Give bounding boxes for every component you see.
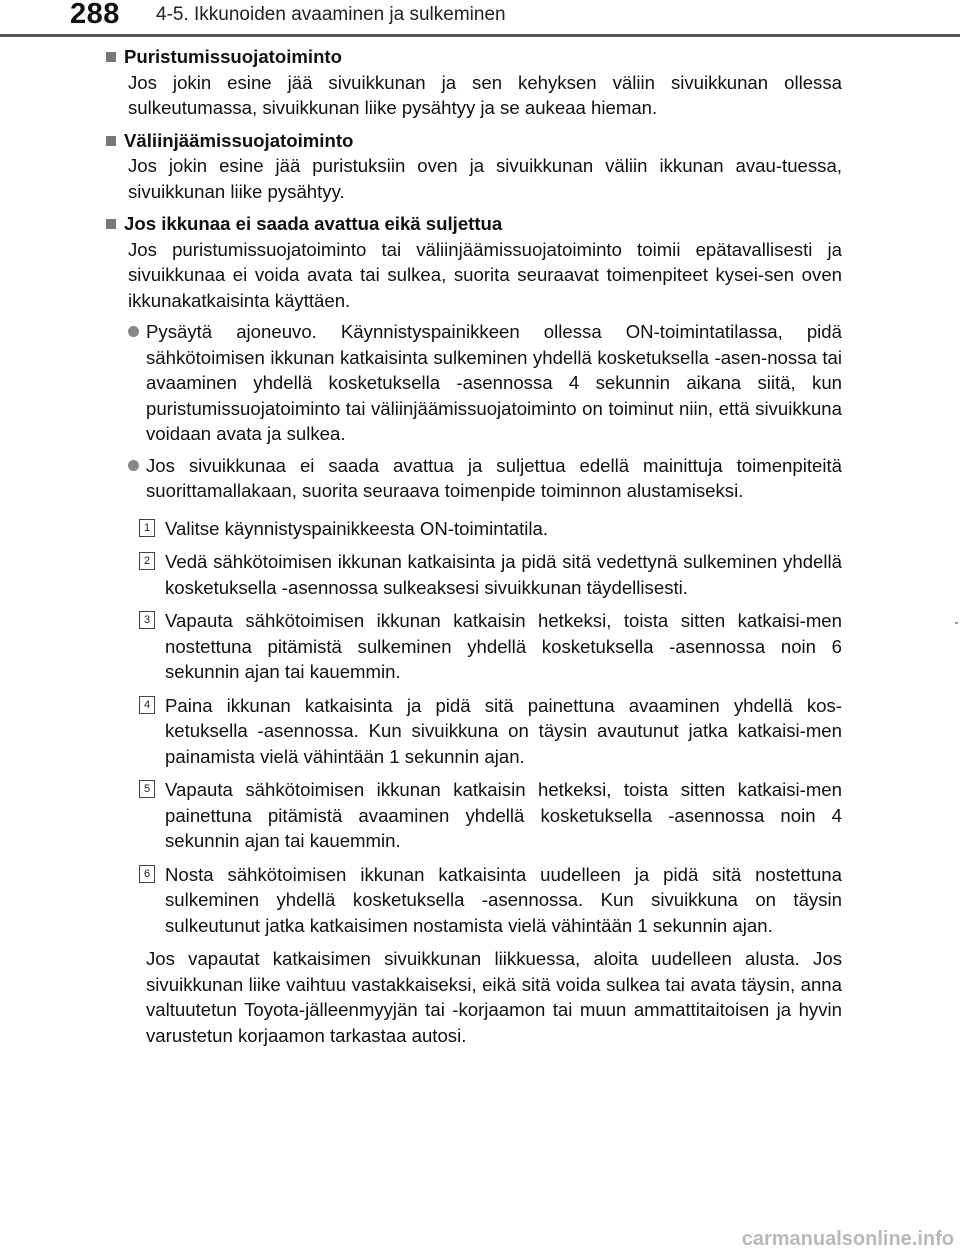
step-number-box: 1 [139,519,155,537]
step-text: Vapauta sähkötoimisen ikkunan katkaisin hetkeksi, toista sitten katkaisi-men painettuna pitämistä avaaminen yhdellä kosketuksella -asennossa noin 4 sekunnin ajan tai kauemmin. [165,779,842,851]
step-item [139,777,842,854]
section-paragraph: Jos puristumissuojatoiminto tai väliinjäämissuojatoiminto toimii epätavallisesti ja sivuikkunaa ei voida avata tai sulkea, suorita seuraavat toimenpiteet kysei-sen oven ikkunakatkaisinta käyttäen. [128,238,842,311]
step-item [139,693,842,770]
square-bullet-icon [106,136,116,146]
margin-tick [955,622,958,624]
page-content [110,44,842,1055]
section-heading [106,128,842,154]
step-list [139,516,842,939]
round-bullet-icon [128,460,139,471]
header-divider [0,34,960,37]
square-bullet-icon [106,219,116,229]
section-window-not-operating [110,211,842,1048]
step-number-box: 5 [139,780,155,798]
step-number-box: 3 [139,611,155,629]
bullet-text: Jos sivuikkunaa ei saada avattua ja suljettua edellä mainittuja toimenpiteitä suorittamallakaan, suorita seuraava toimenpide toiminnon alustamiseksi. [146,454,842,501]
step-text: Valitse käynnistyspainikkeesta ON-toimintatila. [165,517,549,539]
page-header [0,0,960,38]
square-bullet-icon [106,52,116,62]
step-item [139,516,842,542]
chapter-title: 4-5. Ikkunoiden avaaminen ja sulkeminen [156,4,506,25]
section-jam-protection [110,128,842,205]
step-text: Vedä sähkötoimisen ikkunan katkaisinta ja pidä sitä vedettynä sulkeminen yhdellä kosketuksella -asennossa sulkeaksesi sivuikkunan täydellisesti. [165,551,842,598]
closing-paragraph: Jos vapautat katkaisimen sivuikkunan liikkuessa, aloita uudelleen alusta. Jos sivuikkunan liike vaihtuu vastakkaiseksi, eikä sitä voida sulkea tai avata täysin, anna valtuutetun Toyota-jälleenmyyjän tai -korjaamon tai muun ammattitaitoisen ja hyvin varustetun korjaamon tarkastaa autosi. [146,948,842,1046]
step-number-box: 2 [139,552,155,570]
bullet-item [128,319,842,447]
watermark: carmanualsonline.info [741,1228,954,1250]
page-number: 288 [70,0,120,30]
section-heading [106,211,842,237]
step-text: Paina ikkunan katkaisinta ja pidä sitä painettuna avaaminen yhdellä kos-ketuksella -asennossa. Kun sivuikkuna on täysin avautunut jatka katkaisi-men painamista vielä vähintään 1 sekunnin ajan. [165,694,842,767]
step-number-box: 6 [139,865,155,883]
section-heading [106,44,842,70]
step-text: Vapauta sähkötoimisen ikkunan katkaisin hetkeksi, toista sitten katkaisi-men nostettuna pitämistä sulkeminen yhdellä kosketuksella -asennossa noin 6 sekunnin ajan tai kauemmin. [165,610,842,682]
section-heading-text: Jos ikkunaa ei saada avattua eikä suljettua [124,213,503,234]
bullet-text: Pysäytä ajoneuvo. Käynnistyspainikkeen ollessa ON-toimintatilassa, pidä sähkötoimisen ikkunan katkaisinta sulkeminen yhdellä kosketuksella -asen-nossa tai avaaminen yhdellä kosketuksella -asennossa 4 sekunnin aikana siitä, kun puristumissuojatoiminto tai väliinjäämissuojatoiminto on toiminut niin, että sivuikkuna voidaan avata ja sulkea. [146,321,842,444]
step-item [139,549,842,600]
round-bullet-icon [128,326,139,337]
step-text: Nosta sähkötoimisen ikkunan katkaisinta uudelleen ja pidä sitä nostettuna sulkeminen yhdellä kosketuksella -asennossa. Kun sivuikkuna on täysin sulkeutunut jatka katkaisimen nostamista vielä vähintään 1 sekunnin ajan. [165,863,842,936]
section-pinch-protection [110,44,842,121]
step-item [139,608,842,685]
section-paragraph: Jos jokin esine jää puristuksiin oven ja sivuikkunan väliin ikkunan avau-tuessa, sivuikkunan liike pysähtyy. [128,155,842,202]
step-item [139,862,842,939]
section-heading-text: Väliinjäämissuojatoiminto [124,129,354,151]
step-number-box: 4 [139,696,155,714]
section-heading-text: Puristumissuojatoiminto [124,46,342,67]
bullet-item [128,453,842,504]
section-paragraph: Jos jokin esine jää sivuikkunan ja sen kehyksen väliin sivuikkunan ollessa sulkeutumassa, sivuikkunan liike pysähtyy ja se aukeaa hieman. [128,71,842,118]
